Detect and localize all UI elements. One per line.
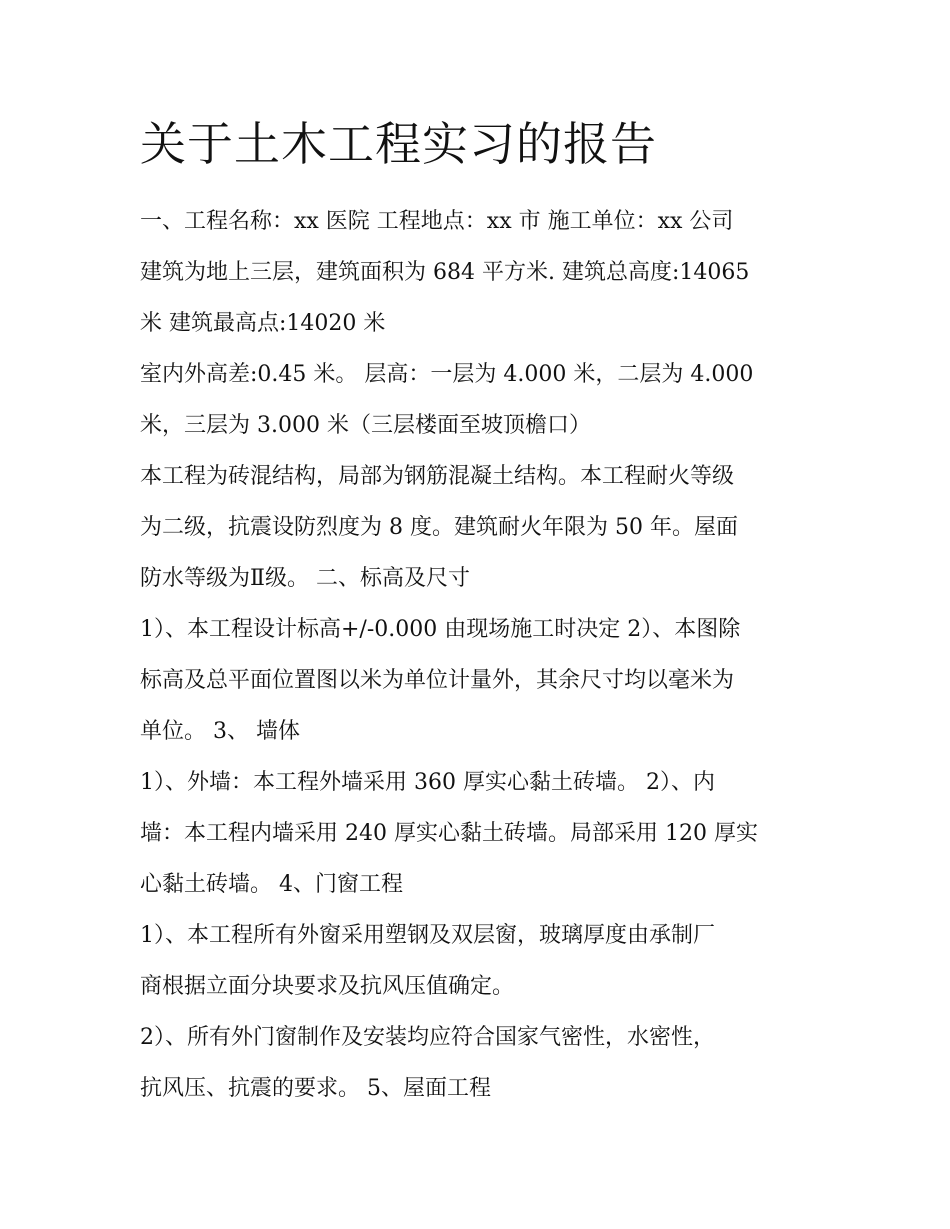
text-line: 为二级，抗震设防烈度为 8 度。建筑耐火年限为 50 年。屋面 <box>140 515 738 540</box>
text-line: 1）、外墙：本工程外墙采用 360 厚实心黏土砖墙。 2）、内 <box>140 770 715 795</box>
text-line: 米，三层为 3.000 米（三层楼面至坡顶檐口） <box>140 413 591 438</box>
text-line: 墙：本工程内墙采用 240 厚实心黏土砖墙。局部采用 120 厚实 <box>140 821 758 846</box>
text-line: 1）、本工程设计标高+/-0.000 由现场施工时决定 2）、本图除 <box>140 617 741 642</box>
text-line: 一、工程名称：xx 医院 工程地点：xx 市 施工单位：xx 公司 <box>140 209 734 234</box>
text-line: 本工程为砖混结构，局部为钢筋混凝土结构。本工程耐火等级 <box>140 464 735 489</box>
text-line: 心黏土砖墙。 4、门窗工程 <box>140 872 403 897</box>
text-line: 米 建筑最高点:14020 米 <box>140 311 386 336</box>
text-line: 防水等级为Ⅱ级。 二、标高及尺寸 <box>140 566 470 591</box>
text-line: 抗风压、抗震的要求。 5、屋面工程 <box>140 1076 491 1101</box>
text-line: 2）、所有外门窗制作及安装均应符合国家气密性，水密性， <box>140 1025 715 1050</box>
text-line: 建筑为地上三层，建筑面积为 684 平方米. 建筑总高度:14065 <box>140 260 750 285</box>
text-line: 室内外高差:0.45 米。 层高：一层为 4.000 米，二层为 4.000 <box>140 362 754 387</box>
text-line: 标高及总平面位置图以米为单位计量外，其余尺寸均以毫米为 <box>140 668 735 693</box>
document-title: 关于土木工程实习的报告 <box>140 117 657 171</box>
text-line: 单位。 3、 墙体 <box>140 719 300 744</box>
text-line: 1）、本工程所有外窗采用塑钢及双层窗，玻璃厚度由承制厂 <box>140 923 715 948</box>
document-body <box>140 196 830 1114</box>
text-line: 商根据立面分块要求及抗风压值确定。 <box>140 974 515 999</box>
